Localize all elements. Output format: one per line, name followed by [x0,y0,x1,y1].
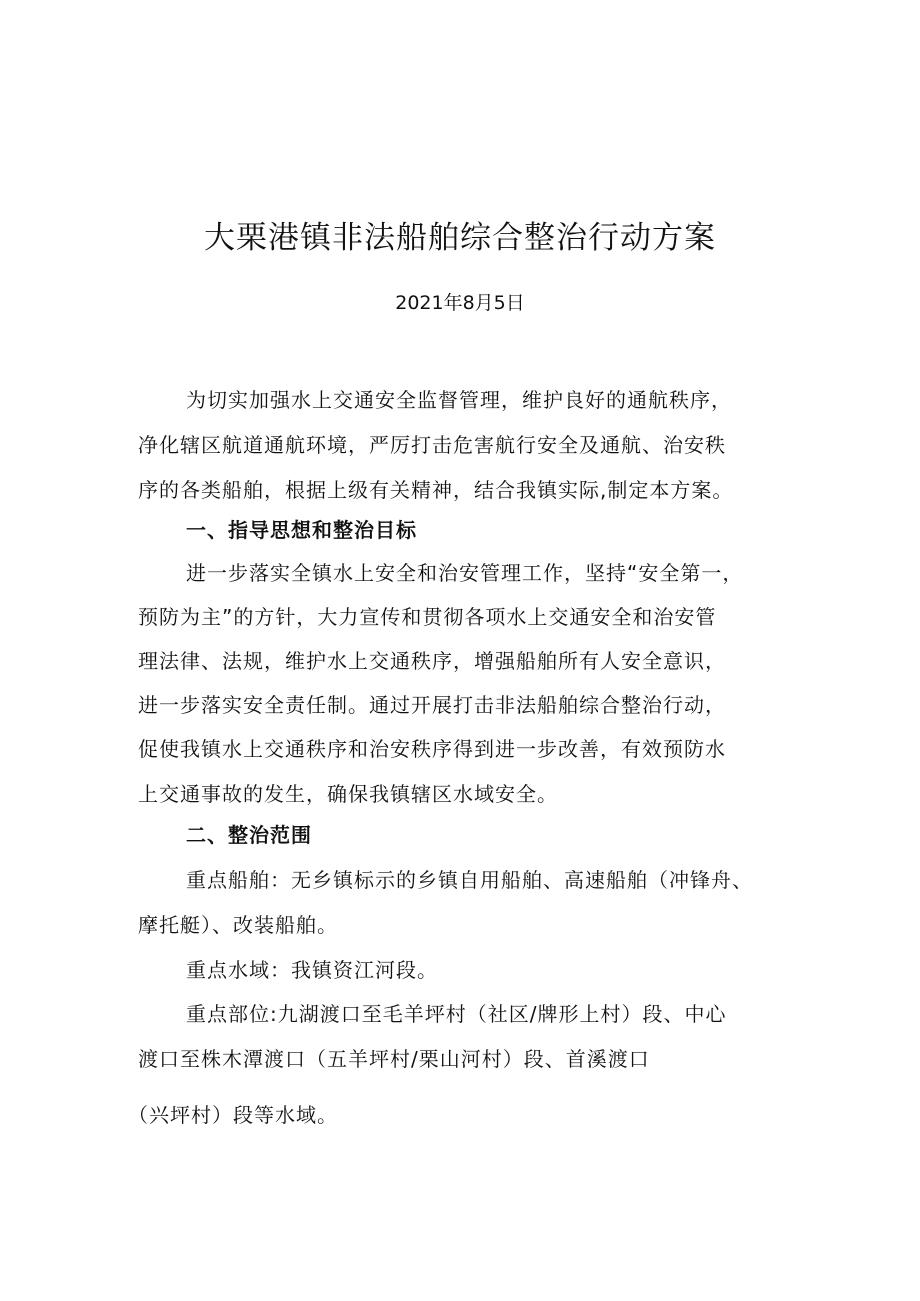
paragraph-line: 渡口至株木潭渡口（五羊坪村/栗山河村）段、首溪渡口 [138,1047,650,1071]
paragraph-line: 重点水域：我镇资江河段。 [186,958,438,982]
section-heading-guiding-thought: 一、指导思想和整治目标 [186,518,417,542]
paragraph-line: 促使我镇水上交通秩序和治安秩序得到进一步改善，有效预防水 [138,737,726,761]
document-title: 大栗港镇非法船舶综合整治行动方案 [204,220,716,256]
paragraph-line: 进一步落实全镇水上安全和治安管理工作，坚持“安全第一， [186,561,744,585]
document-date: 2021年8月5日 [395,292,525,314]
paragraph-line: 重点船舶：无乡镇标示的乡镇自用船舶、高速船舶（冲锋舟、 [186,868,753,892]
paragraph-line: 重点部位:九湖渡口至毛羊坪村（社区/牌形上村）段、中心 [186,1002,727,1026]
paragraph-line: 上交通事故的发生，确保我镇辖区水域安全。 [138,782,558,806]
paragraph-line: 理法律、法规，维护水上交通秩序，增强船舶所有人安全意识， [138,649,726,673]
intro-line: 为切实加强水上交通安全监督管理，维护良好的通航秩序， [186,388,732,412]
paragraph-line: （兴坪村）段等水域。 [128,1103,338,1127]
paragraph-line: 预防为主”的方针，大力宣传和贯彻各项水上交通安全和治安管 [138,605,717,629]
intro-line: 净化辖区航道通航环境，严厉打击危害航行安全及通航、治安秩 [138,433,726,457]
paragraph-line: 进一步落实安全责任制。通过开展打击非法船舶综合整治行动， [138,693,726,717]
paragraph-line: 摩托艇）、改装船舶。 [138,913,338,937]
section-heading-scope: 二、整治范围 [186,823,312,847]
intro-line: 序的各类船舶，根据上级有关精神，结合我镇实际,制定本方案。 [138,478,734,502]
